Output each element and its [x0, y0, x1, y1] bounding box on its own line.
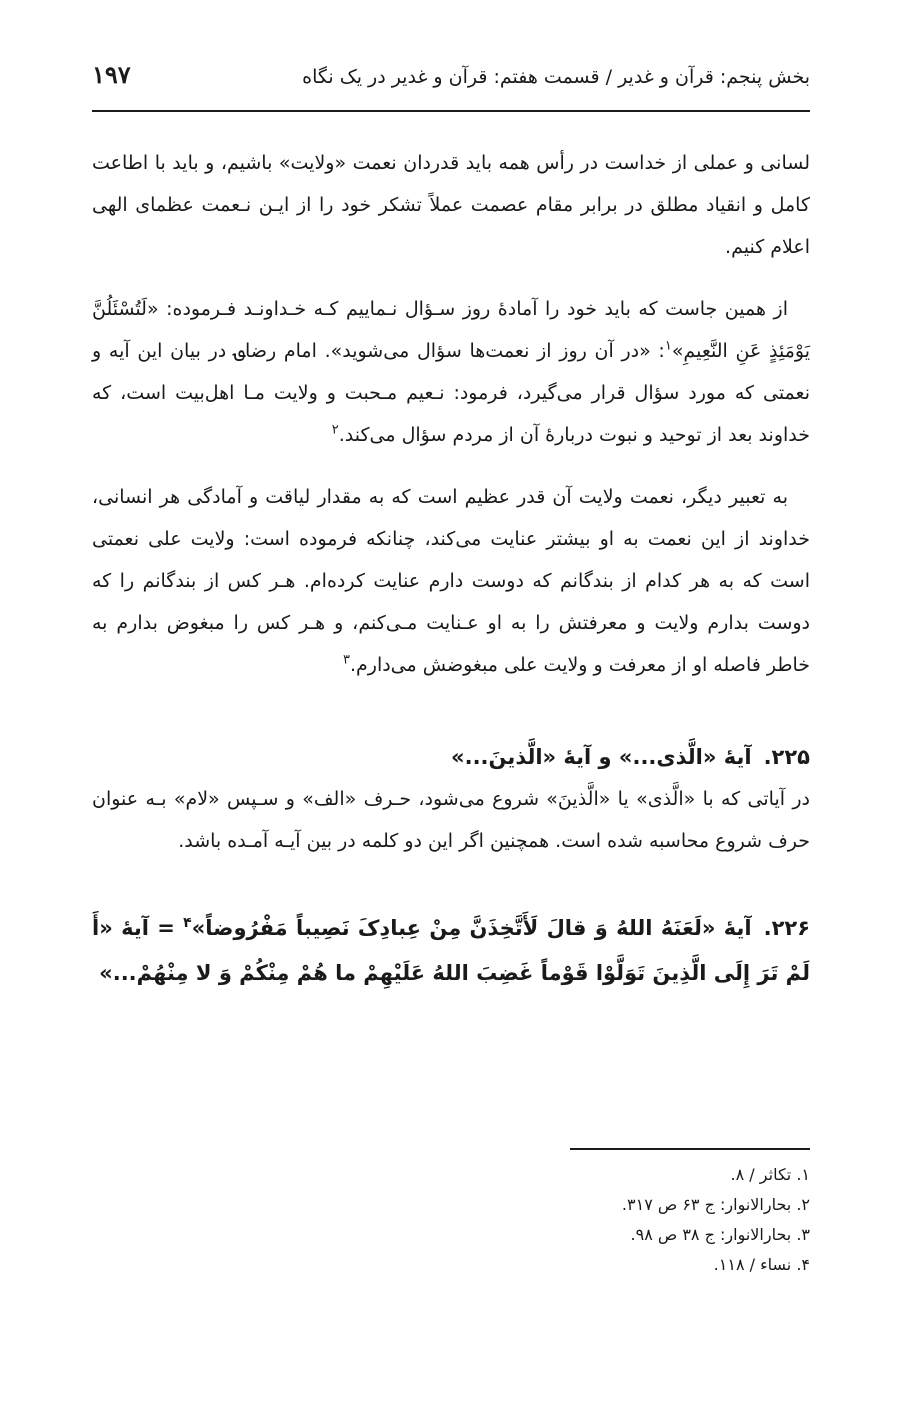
footnote-ref-3[interactable]: ۳: [342, 652, 350, 668]
footnote-divider: [570, 1148, 810, 1150]
section-heading-226: [92, 906, 810, 996]
running-header: [92, 60, 810, 112]
body-text: [92, 142, 810, 996]
paragraph-2-part-a: از همین جاست که باید خود را آمادهٔ روز سـؤال نـماییم کـه خـداونـد فـرموده: «لَتُسْئَلُنَّ یَوْمَئِذٍ عَنِ النَّعِیمِ»: [92, 298, 810, 362]
section-225-body: در آیاتی که با «الَّذی» یا «الَّذینَ» شروع می‌شود، حـرف «الف» و سـپس «لام» بـه عنوان حرف شروع محاسبه شده است. همچنین اگر این دو کلمه در بین آیـه آمـده باشد.: [92, 788, 810, 852]
paragraph-2: [92, 288, 810, 456]
paragraph-3: [92, 476, 810, 686]
section-title-226-part-a: آیهٔ «لَعَنَهُ اللهُ وَ قالَ لَأَتَّخِذَنَّ مِنْ عِبادِکَ نَصِیباً مَفْرُوضاً»: [191, 916, 752, 940]
footnote-1: ۱. تکاثر / ۸.: [730, 1165, 810, 1184]
footnote-ref-2[interactable]: ۲: [331, 422, 339, 438]
footnote-4: ۴. نساء / ۱۱۸.: [713, 1255, 810, 1274]
section-number-225: ۲۲۵.: [763, 745, 810, 769]
paragraph-3-text: به تعبیر دیگر، نعمت ولایت آن قدر عظیم است که به مقدار لیاقت و آمادگی هر انسانی، خداوند از این نعمت به او بیشتر عنایت می‌کند، چنانکه فرموده است: ولایت علی نعمتی است که به هر کدام از بندگانم که دوست دارم عنایت کرده‌ام. هـر کس از بندگانم را که دوست بدارم ولایت و معرفتش را به او عـنایت مـی‌کنم، و هـر کس را مبغوض بدارم به خاطر فاصله او از معرفت و ولایت علی مبغوضش می‌دارم.: [92, 486, 810, 676]
running-header-title: بخش پنجم: قرآن و غدیر / قسمت هفتم: قرآن و غدیر در یک نگاه: [302, 66, 810, 88]
section-title-226-part-b: = آیهٔ «أَ لَمْ تَرَ إِلَی الَّذِینَ تَوَلَّوْا قَوْماً غَضِبَ اللهُ عَلَیْهِمْ ما هُمْ مِنْکُمْ وَ لا مِنْهُمْ...»: [92, 916, 810, 985]
footnote-ref-1[interactable]: ۱: [664, 338, 672, 354]
page-number: ۱۹۷: [92, 60, 131, 89]
section-number-226: ۲۲۶.: [763, 916, 811, 940]
paragraph-2-part-b: : «در آن روز از نعمت‌ها سؤال می‌شوید». امام رضا؈ در بیان این آیه و نعمتی که مورد سؤال قرار می‌گیرد، فرمود: نـعیم مـحبت و ولایت مـا اهل‌بیت است، که خداوند بعد از توحید و نبوت دربارهٔ آن از مردم سؤال می‌کند.: [92, 340, 810, 446]
footnote-2: ۲. بحارالانوار: ج ۶۳ ص ۳۱۷.: [621, 1195, 810, 1214]
section-heading-225: [92, 736, 810, 778]
paragraph-1: لسانی و عملی از خداست در رأس همه باید قدردان نعمت «ولایت» باشیم، و باید با اطاعت کامل و انقیاد مطلق در برابر مقام عصمت عملاً تشکر خود را از ایـن نـعمت عظمای الهی اعلام کنیم.: [92, 152, 810, 258]
section-title-225: آیهٔ «الَّذی...» و آیهٔ «الَّذینَ...»: [451, 745, 752, 769]
book-page: [92, 60, 810, 1380]
footnote-3: ۳. بحارالانوار: ج ۳۸ ص ۹۸.: [630, 1225, 810, 1244]
footnote-ref-4[interactable]: ۴: [183, 915, 192, 931]
footnotes-list: [92, 1160, 810, 1280]
